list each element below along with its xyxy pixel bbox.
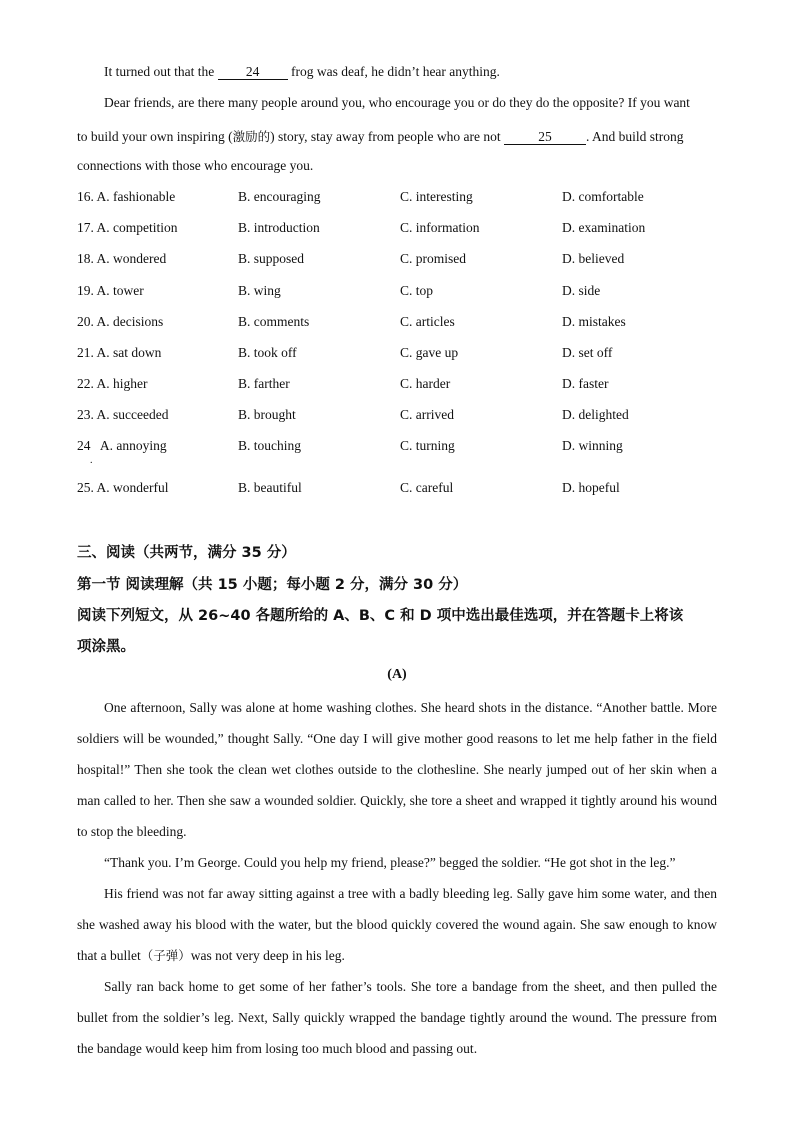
option-a: 16. A. fashionable [77,189,176,204]
blank-25: 25 [504,130,586,145]
blank-24: 24 [218,65,288,80]
chinese-gloss: 激励的 [232,129,271,144]
option-c: C. top [400,283,434,298]
option-c: C. careful [400,480,454,495]
option-a: 22. A. higher [77,376,148,391]
option-row-20 [77,314,717,334]
cloze-text: ) story, stay away from people who are not [270,129,501,144]
option-b: B. comments [238,314,310,329]
option-row-16 [77,189,717,209]
option-c: C. articles [400,314,455,329]
passage-paragraph-4: Sally ran back home to get some of her father’s tools. She tore a bandage from the sheet, and then pulled the bullet from the soldier’s leg. Next, Sally quickly wrapped the bandage tightly around the wound. The pressure from the bandage would keep him from losing too much blood and passing out. [77,979,717,1056]
option-c: C. information [400,220,480,235]
cloze-line-24 [104,64,500,80]
option-d: D. set off [562,345,613,360]
option-b: B. supposed [238,251,305,266]
stray-dot: . [90,455,93,466]
passage-paragraph-2: “Thank you. I’m George. Could you help my friend, please?” begged the soldier. “He got shot in the leg.” [104,855,676,870]
option-a: 25. A. wonderful [77,480,169,495]
option-row-17 [77,220,717,240]
passage-text: was not very deep in his leg. [190,948,345,963]
cloze-text: frog was deaf, he didn’t hear anything. [290,64,500,79]
instruction-line-1: 阅读下列短文，从 26~40 各题所给的 A、B、C 和 D 项中选出最佳选项，并在答题卡上将该 [77,608,684,624]
cloze-line: Dear friends, are there many people around you, who encourage you or do they do the opposite? If you want [104,95,690,110]
option-row-23 [77,407,717,427]
section-title: 三、阅读（共两节，满分 35 分） [77,545,296,561]
option-b: B. farther [238,376,290,391]
cloze-text: It turned out that the [104,64,215,79]
option-row-21 [77,345,717,365]
option-a: 23. A. succeeded [77,407,169,422]
option-row-19 [77,283,717,303]
option-row-18 [77,251,717,271]
option-c: C. turning [400,438,455,453]
option-b: B. encouraging [238,189,321,204]
option-b: B. beautiful [238,480,302,495]
option-d: D. delighted [562,407,629,422]
option-d: D. faster [562,376,609,391]
option-b: B. took off [238,345,297,360]
cloze-text: to build your own inspiring ( [77,129,233,144]
option-d: D. side [562,283,601,298]
passage-paragraph-3 [77,878,717,971]
option-a: 24 A. annoying [77,438,167,453]
option-row-24 [77,438,717,458]
option-d: D. examination [562,220,646,235]
option-d: D. comfortable [562,189,644,204]
cloze-line-25 [77,127,683,145]
option-d: D. mistakes [562,314,626,329]
passage-label: (A) [387,667,407,682]
cloze-line: connections with those who encourage you. [77,158,314,173]
passage-paragraph-1: One afternoon, Sally was alone at home washing clothes. She heard shots in the distance. “Another battle. More soldiers will be wounded,” thought Sally. “One day I will give mother good reasons to let me help father in the field hospital!” Then she took the clean wet clothes outside to the clothesline. She nearly jumped out of her skin when a man called to her. Then she saw a wounded soldier. Quickly, she tore a sheet and wrapped it tightly around his wound to stop the bleeding. [77,700,717,839]
cloze-text: . And build strong [585,129,684,144]
option-a: 18. A. wondered [77,251,167,266]
option-c: C. harder [400,376,451,391]
option-a: 20. A. decisions [77,314,164,329]
passage-text: His friend was not far away sitting against a tree with a badly bleeding leg. Sally gave him some water, and then she washed away his blood with the water, but the blood quickly covered the wound again. She saw enough to know that a bullet [77,886,717,963]
chinese-gloss: （子弹） [140,948,191,963]
option-d: D. hopeful [562,480,620,495]
passage-body [77,692,717,1064]
option-row-22 [77,376,717,396]
instruction-line-2: 项涂黑。 [77,639,135,655]
option-a: 17. A. competition [77,220,178,235]
option-d: D. winning [562,438,623,453]
part-title: 第一节 阅读理解（共 15 小题；每小题 2 分，满分 30 分） [77,577,468,593]
option-b: B. touching [238,438,301,453]
option-a: 19. A. tower [77,283,144,298]
option-b: B. introduction [238,220,320,235]
option-c: C. promised [400,251,466,266]
option-c: C. gave up [400,345,459,360]
option-c: C. interesting [400,189,473,204]
option-b: B. wing [238,283,281,298]
option-a: 21. A. sat down [77,345,162,360]
option-b: B. brought [238,407,296,422]
option-d: D. believed [562,251,625,266]
option-c: C. arrived [400,407,454,422]
option-row-25 [77,480,717,500]
